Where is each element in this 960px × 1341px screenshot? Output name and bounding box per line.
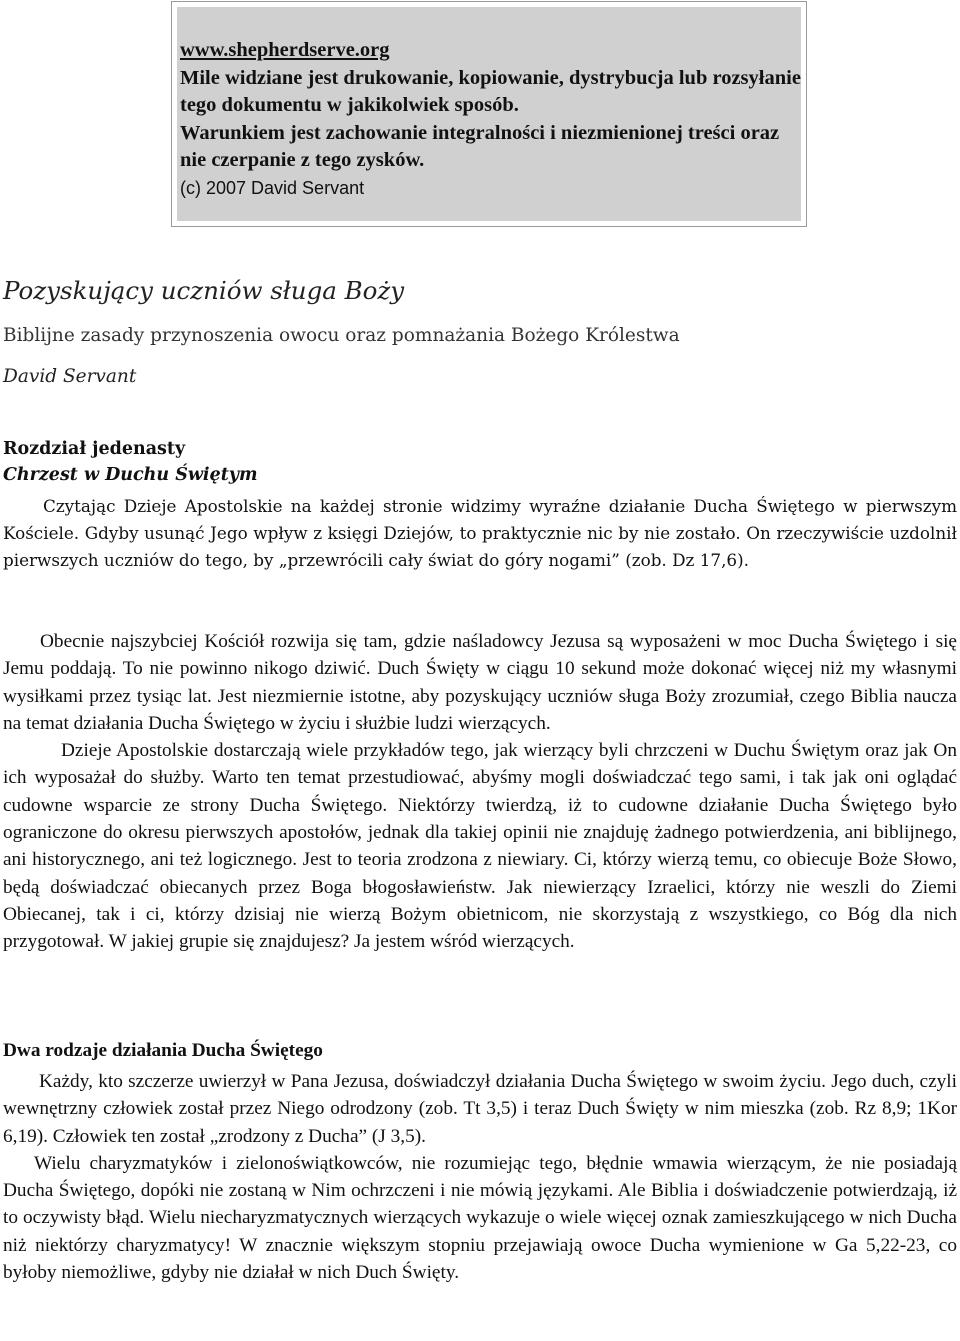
section-body: [3, 1068, 957, 1286]
copyright-notice-box: [171, 1, 807, 227]
paragraph: Każdy, kto szczerze uwierzył w Pana Jezusa, doświadczył działania Ducha Świętego w swoim życiu. Jego duch, czyli wewnętrzny człowiek został przez Niego odrodzony (zob. Tt 3,5) i teraz Duch Święty w nim mieszka (zob. Rz 8,9; 1Kor 6,19). Człowiek ten został „zrodzony z Ducha” (J 3,5).: [3, 1071, 957, 1147]
chapter-intro: [3, 493, 957, 574]
copyright-notice: [177, 7, 801, 221]
section-heading: Dwa rodzaje działania Ducha Świętego: [3, 1040, 323, 1061]
chapter-title: Chrzest w Duchu Świętym: [3, 465, 258, 485]
notice-copyright: (c) 2007 David Servant: [180, 177, 365, 198]
notice-condition-text: Warunkiem jest zachowanie integralności i niezmienionej treści oraz nie czerpanie z tego zysków.: [180, 121, 780, 171]
paragraph: Wielu charyzmatyków i zielonoświątkowców, nie rozumiejąc tego, błędnie wmawia wierzącym, że nie posiadają Ducha Świętego, dopóki nie zostaną w Nim ochrzczeni i nie mówią językami. Ale Biblia i doświadczenie potwierdzają, iż to oczywisty błąd. Wielu niecharyzmatycznych wierzących wykazuje o wiele więcej oznak zamieszkującego w nich Ducha niż niektórzy charyzmatycy! W znacznie większym stopniu przejawiają owoce Ducha wymienione w Ga 5,22-23, co byłoby niemożliwe, gdyby nie działał w nich Duch Święty.: [3, 1152, 957, 1284]
chapter-body: [3, 628, 957, 956]
document-author: David Servant: [3, 366, 137, 387]
paragraph: Obecnie najszybciej Kościół rozwija się tam, gdzie naśladowcy Jezusa są wyposażeni w moc Ducha Świętego i się Jemu poddają. To nie powinno nikogo dziwić. Duch Święty w ciągu 10 sekund może dokonać więcej niż my własnymi wysiłkami przez tysiąc lat. Jest niezmiernie istotne, aby pozyskujący uczniów sługa Boży zrozumiał, czego Biblia naucza na temat działania Ducha Świętego w życiu i służbie ludzi wierzących.: [3, 631, 957, 734]
chapter-label: Rozdział jedenasty: [3, 439, 186, 459]
document-title: Pozyskujący uczniów sługa Boży: [3, 276, 405, 305]
paragraph: Czytając Dzieje Apostolskie na każdej stronie widzimy wyraźne działanie Ducha Świętego w pierwszym Kościele. Gdyby usunąć Jego wpływ z księgi Dziejów, to praktycznie nic by nie zostało. On rzeczywiście uzdolnił pierwszych uczniów do tego, by „przewrócili cały świat do góry nogami” (zob. Dz 17,6).: [3, 496, 957, 570]
paragraph: Dzieje Apostolskie dostarczają wiele przykładów tego, jak wierzący byli chrzczeni w Duchu Świętym oraz jak On ich wyposażał do służby. Warto ten temat przestudiować, abyśmy mogli doświadczać tego sami, i tak jak oni oglądać cudowne wsparcie ze strony Ducha Świętego. Niektórzy twierdzą, iż to cudowne działanie Ducha Świętego było ograniczone do okresu pierwszych apostołów, jednak dla takiej opinii nie znajduję żadnego potwierdzenia, ani biblijnego, ani historycznego, ani też logicznego. Jest to teoria zrodzona z niewiary. Ci, którzy wierzą temu, co obiecuje Boże Słowo, będą doświadczać obiecanych przez Boga błogosławieństw. Jak niewierzący Izraelici, którzy nie weszli do Ziemi Obiecanej, tak i ci, którzy dzisiaj nie wierzą Bożym obietnicom, nie skorzystają z wszystkiego, co Bóg dla nich przygotował. W jakiej grupie się znajdujesz? Ja jestem wśród wierzących.: [3, 740, 957, 953]
website-link[interactable]: www.shepherdserve.org: [180, 39, 390, 61]
notice-permission-text: Mile widziane jest drukowanie, kopiowanie, dystrybucja lub rozsyłanie tego dokumentu w jakikolwiek sposób.: [180, 66, 801, 116]
document-subtitle: Biblijne zasady przynoszenia owocu oraz pomnażania Bożego Królestwa: [3, 325, 680, 346]
